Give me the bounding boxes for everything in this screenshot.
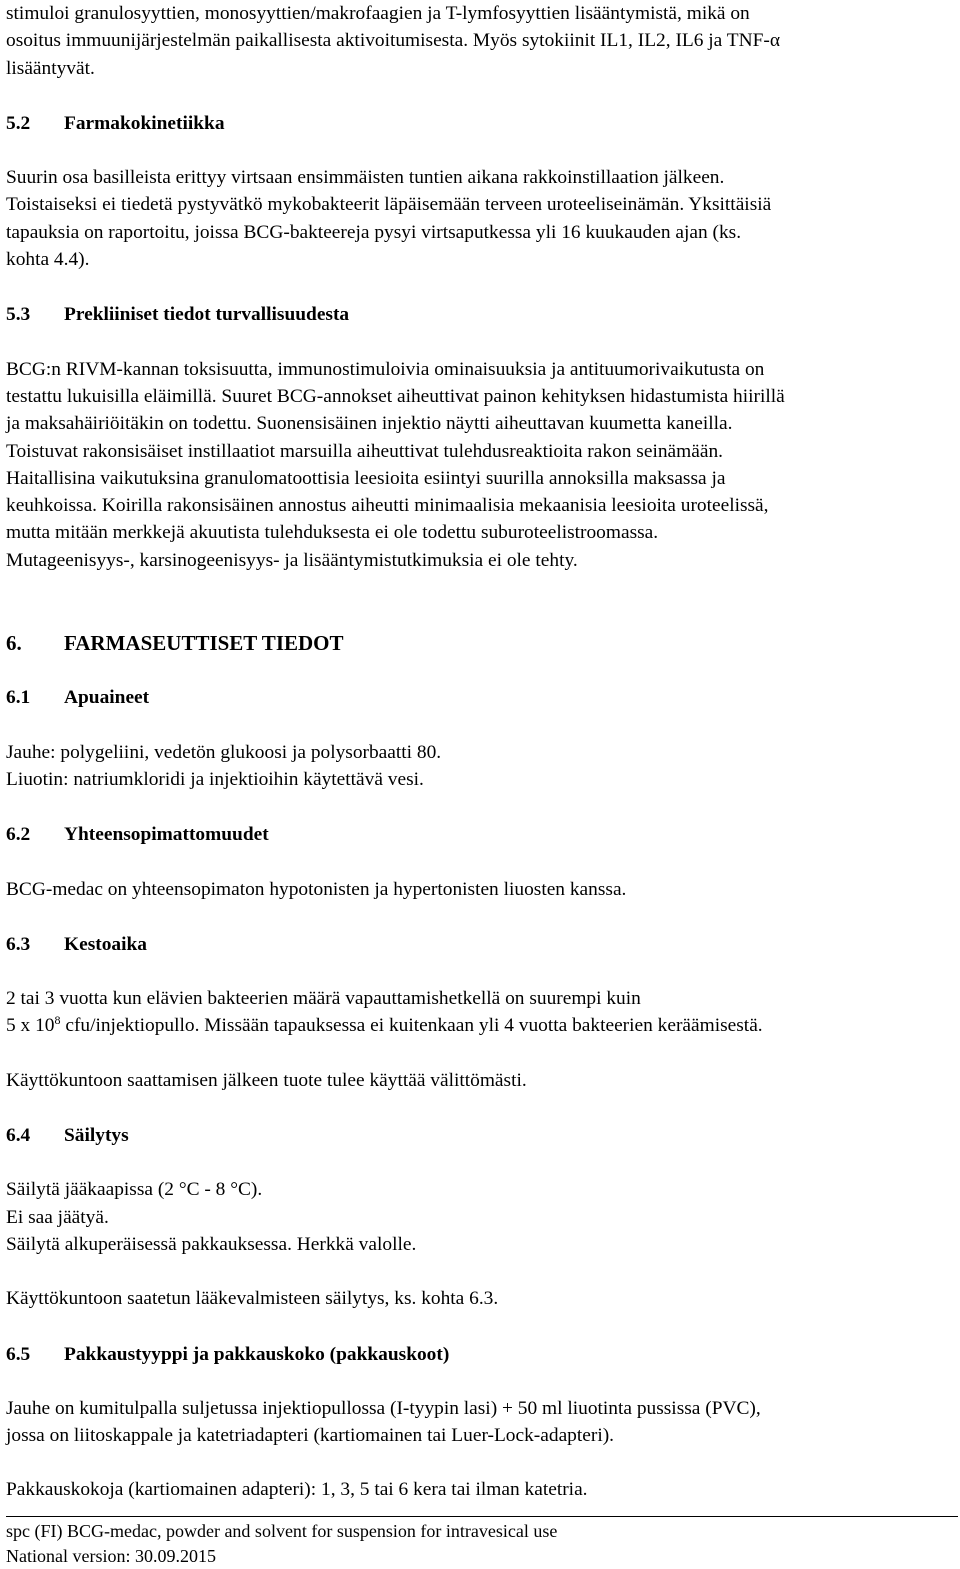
paragraph-line: Käyttökuntoon saatetun lääkevalmisteen säilytys, ks. kohta 6.3. — [6, 1288, 499, 1310]
section-6-1 — [6, 684, 951, 793]
paragraph-line: 2 tai 3 vuotta kun elävien bakteerien määrä vapauttamishetkellä on suurempi kuin — [6, 988, 641, 1010]
text-segment: 5 x 10 — [6, 1015, 55, 1037]
paragraph-line: Käyttökuntoon saattamisen jälkeen tuote tulee käyttää välittömästi. — [6, 1069, 527, 1091]
section-number: 6. — [6, 631, 22, 656]
section-title: Apuaineet — [64, 687, 150, 709]
section-number: 5.2 — [6, 112, 31, 134]
text-segment: cfu/injektiopullo. Missään tapauksessa ei kuitenkaan yli 4 vuotta bakteerien keräämisestä. — [60, 1015, 763, 1037]
paragraph-line: kohta 4.4). — [6, 249, 90, 271]
paragraph-line: lisääntyvät. — [6, 57, 95, 79]
section-5-2 — [6, 110, 951, 273]
section-title: Yhteensopimattomuudet — [64, 824, 269, 846]
section-5-3 — [6, 301, 951, 574]
paragraph-line: Säilytä alkuperäisessä pakkauksessa. Herkkä valolle. — [6, 1233, 417, 1255]
paragraph-line: Toistuvat rakonsisäiset instillaatiot marsuilla aiheuttivat tulehdusreaktioita rakon seinämään. — [6, 440, 723, 462]
document-page — [6, 0, 951, 1504]
footer-line: spc (FI) BCG-medac, powder and solvent for suspension for intravesical use — [6, 1521, 558, 1541]
section-heading — [6, 1122, 951, 1149]
section-number: 6.3 — [6, 933, 31, 955]
section-title: Prekliiniset tiedot turvallisuudesta — [64, 304, 350, 326]
exponent: 8 — [54, 1013, 61, 1028]
chapter-heading — [6, 630, 951, 657]
section-heading — [6, 821, 951, 848]
paragraph-line: Pakkauskokoja (kartiomainen adapteri): 1, 3, 5 tai 6 kera tai ilman katetria. — [6, 1479, 588, 1501]
paragraph-line-with-exponent — [6, 1012, 951, 1039]
paragraph-line: ja maksahäiriöitäkin on todettu. Suonensisäinen injektio näytti aiheuttavan kuumetta kaneilla. — [6, 413, 733, 435]
paragraph-line: Liuotin: natriumkloridi ja injektioihin käytettävä vesi. — [6, 768, 424, 790]
paragraph-line: Jauhe on kumitulpalla suljetussa injektiopullossa (I-tyypin lasi) + 50 ml liuotinta pussissa (PVC), — [6, 1397, 761, 1419]
section-number: 6.1 — [6, 687, 31, 709]
section-5-1-continuation — [6, 0, 951, 82]
section-6-2 — [6, 821, 951, 903]
footer-line: National version: 30.09.2015 — [6, 1546, 216, 1566]
paragraph-line: Toistaiseksi ei tiedetä pystyvätkö mykobakteerit läpäisemään terveen uroteeliseinämän. Yksittäisiä — [6, 194, 772, 216]
paragraph-line: Ei saa jäätyä. — [6, 1206, 109, 1228]
paragraph-line: tapauksia on raportoitu, joissa BCG-bakteereja pysyi virtsaputkessa yli 16 kuukauden ajan (ks. — [6, 221, 742, 243]
section-6-5 — [6, 1341, 951, 1504]
paragraph-line: BCG-medac on yhteensopimaton hypotonisten ja hypertonisten liuosten kanssa. — [6, 878, 627, 900]
section-number: 5.3 — [6, 304, 31, 326]
section-number: 6.2 — [6, 824, 31, 846]
section-6-4 — [6, 1122, 951, 1312]
section-heading — [6, 1341, 951, 1368]
paragraph-line: BCG:n RIVM-kannan toksisuutta, immunostimuloivia ominaisuuksia ja antituumorivaikutusta on — [6, 358, 765, 380]
section-heading — [6, 301, 951, 328]
section-heading — [6, 110, 951, 137]
paragraph-line: Haitallisina vaikutuksina granulomatoottisia leesioita esiintyi suurilla annoksilla maksassa ja — [6, 467, 726, 489]
section-number: 6.4 — [6, 1125, 31, 1147]
paragraph-line: stimuloi granulosyyttien, monosyyttien/makrofaagien ja T-lymfosyyttien lisääntymistä, mikä on — [6, 3, 750, 24]
section-title: Pakkaustyyppi ja pakkauskoko (pakkauskoot) — [64, 1343, 450, 1365]
page-footer — [6, 1516, 958, 1569]
paragraph-line: testattu lukuisilla eläimillä. Suuret BCG-annokset aiheuttivat painon kehityksen hidastumista hiirillä — [6, 385, 785, 407]
section-6-3 — [6, 931, 951, 1094]
paragraph-line: Säilytä jääkaapissa (2 °C - 8 °C). — [6, 1179, 263, 1201]
paragraph-line: Jauhe: polygeliini, vedetön glukoosi ja polysorbaatti 80. — [6, 741, 442, 763]
paragraph-line: osoitus immuunijärjestelmän paikallisesta aktivoitumisesta. Myös sytokiinit IL1, IL2, IL6 ja TNF-α — [6, 30, 781, 52]
section-heading — [6, 684, 951, 711]
section-title: Kestoaika — [64, 933, 147, 955]
section-number: 6.5 — [6, 1343, 31, 1365]
section-6 — [6, 630, 951, 657]
paragraph-line: mutta mitään merkkejä akuutista tulehduksesta ei ole todettu suburoteelistroomassa. — [6, 522, 659, 544]
section-title: Säilytys — [64, 1125, 129, 1147]
paragraph-line: keuhkoissa. Koirilla rakonsisäinen annostus aiheutti minimaalisia mekaanisia leesioita uroteelissä, — [6, 495, 769, 517]
section-title: Farmakokinetiikka — [64, 112, 225, 134]
paragraph-line: Mutageenisyys-, karsinogeenisyys- ja lisääntymistutkimuksia ei ole tehty. — [6, 549, 578, 571]
section-title: FARMASEUTTISET TIEDOT — [64, 631, 344, 656]
paragraph-line: Suurin osa basilleista erittyy virtsaan ensimmäisten tuntien aikana rakkoinstillaation jälkeen. — [6, 167, 725, 189]
section-heading — [6, 931, 951, 958]
paragraph-line: jossa on liitoskappale ja katetriadapteri (kartiomainen tai Luer-Lock-adapteri). — [6, 1425, 615, 1447]
